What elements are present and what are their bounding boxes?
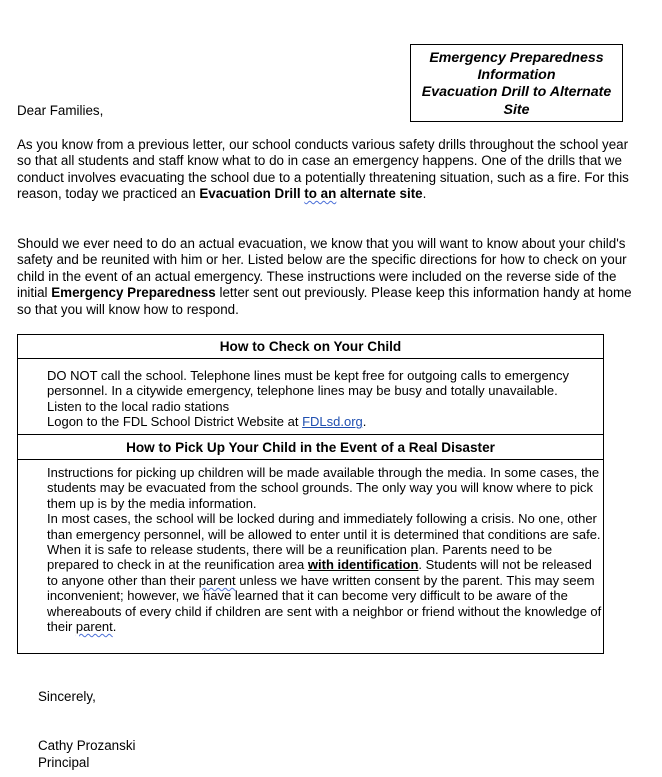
table-cell-check xyxy=(47,368,603,430)
pickup-para-3-c: unless we have written consent by the parent. This may seem inconvenient; however, we have learned that it can become very difficult to be aware of the whereabouts of every child if children are sent with a neighbor or friend without the knowledge of their xyxy=(47,572,602,635)
district-website-link[interactable]: FDLsd.org xyxy=(302,414,363,430)
instructions-bold: Emergency Preparedness xyxy=(51,285,216,301)
title-box xyxy=(410,44,623,122)
intro-text: As you know from a previous letter, our school conducts various safety drills throughout the school year so that all students and staff know what to do in case an emergency happens. One of the drills that we conduct involves evacuating the school due to a potentially threatening situation, such as a fire. For this reason, today we practiced an xyxy=(17,137,629,202)
intro-bold-2: to an xyxy=(304,186,337,202)
pickup-para-3-b: . Students will not be released to anyone other than their xyxy=(47,557,592,588)
parent-word-2: parent xyxy=(75,619,113,635)
closing: Sincerely, xyxy=(38,689,96,704)
instructions-paragraph xyxy=(17,236,632,318)
salutation: Dear Families, xyxy=(17,103,104,118)
title-line-4: Site xyxy=(503,101,530,118)
title-line-3: Evacuation Drill to Alternate xyxy=(421,84,612,101)
signature-title: Principal xyxy=(38,755,90,770)
instructions-end: letter sent out previously. Please keep this information handy at home so that you will know how to respond. xyxy=(17,285,632,317)
intro-bold-1: Evacuation Drill xyxy=(199,186,305,202)
intro-bold-3: alternate site xyxy=(336,186,423,202)
intro-paragraph xyxy=(17,137,632,203)
signature-name: Cathy Prozanski xyxy=(38,738,136,753)
intro-end: . xyxy=(422,186,427,202)
parent-word-1: parent xyxy=(198,572,236,588)
pickup-para-3-a: When it is safe to release students, there will be a reunification plan. Parents need to be prepared to check in at the reunification area xyxy=(47,542,553,573)
table-heading-check: How to Check on Your Child xyxy=(18,335,603,359)
pickup-para-1: Instructions for picking up children will be made available through the media. In some cases, the students may be evacuated from the school grounds. The only way you will know where to pick them up is by the media information. xyxy=(47,465,600,511)
pickup-para-3 xyxy=(47,542,603,634)
pickup-para-3-end: . xyxy=(112,619,117,635)
pickup-para-2: In most cases, the school will be locked during and immediately following a crisis. No one, other than emergency personnel, will be allowed to enter until it is determined that conditions are safe. xyxy=(47,511,601,542)
check-line-3 xyxy=(47,414,603,429)
check-line-1: DO NOT call the school. Telephone lines must be kept free for outgoing calls to emergency personnel. In a citywide emergency, telephone lines may be busy and totally unavailable. xyxy=(47,368,569,399)
table-cell-pickup xyxy=(47,465,603,634)
info-table xyxy=(17,334,604,654)
table-heading-pickup: How to Pick Up Your Child in the Event of a Real Disaster xyxy=(18,434,603,460)
check-line-3-prefix: Logon to the FDL School District Website at xyxy=(47,414,303,430)
instructions-text: Should we ever need to do an actual evacuation, we know that you will want to know about your child's safety and be reunited with him or her. Listed below are the specific directions for how to check on your child in the event of an actual emergency. These instructions were included on the reverse side of the initial xyxy=(17,236,627,301)
title-line-1: Emergency Preparedness xyxy=(429,50,604,66)
with-identification: with identification xyxy=(307,557,419,573)
title-line-2: Information xyxy=(477,67,556,84)
check-line-2: Listen to the local radio stations xyxy=(47,398,230,414)
check-line-3-suffix: . xyxy=(362,414,367,430)
